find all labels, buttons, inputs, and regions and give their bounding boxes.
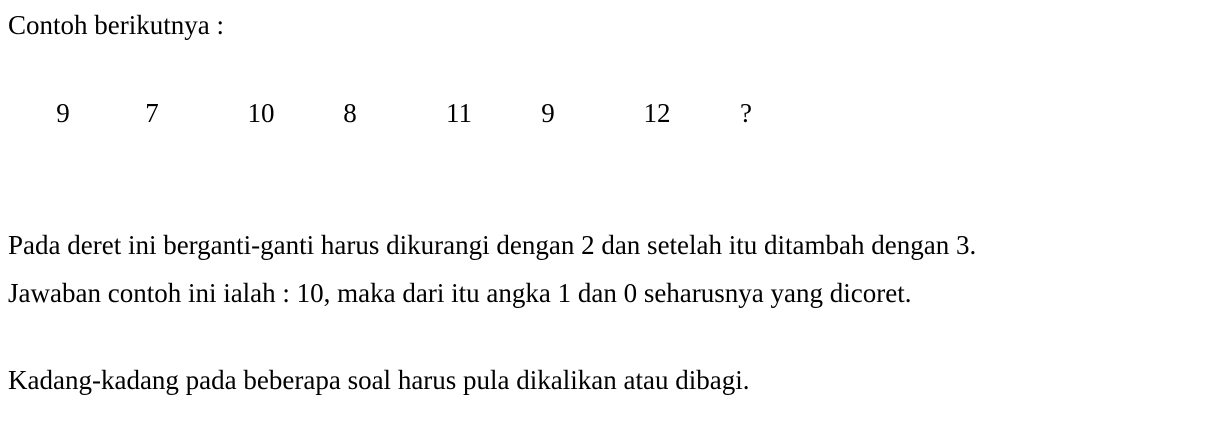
sequence-question-mark: ? — [740, 98, 752, 128]
note-paragraph: Kadang-kadang pada beberapa soal harus pula dikalikan atau dibagi. — [8, 365, 750, 395]
sequence-number: 9 — [541, 98, 555, 128]
sequence-number: 8 — [343, 98, 357, 128]
sequence-number: 12 — [643, 98, 671, 128]
sequence-number: 9 — [56, 98, 70, 128]
intro-heading: Contoh berikutnya : — [8, 10, 224, 40]
explanation-paragraph: Pada deret ini berganti-ganti harus dikurangi dengan 2 dan setelah itu ditambah dengan 3. — [8, 230, 977, 260]
sequence-number: 11 — [446, 98, 472, 128]
sequence-number: 7 — [145, 98, 159, 128]
answer-paragraph: Jawaban contoh ini ialah : 10, maka dari itu angka 1 dan 0 seharusnya yang dicoret. — [8, 278, 912, 308]
number-sequence — [0, 97, 1222, 131]
sequence-number: 10 — [247, 98, 275, 128]
